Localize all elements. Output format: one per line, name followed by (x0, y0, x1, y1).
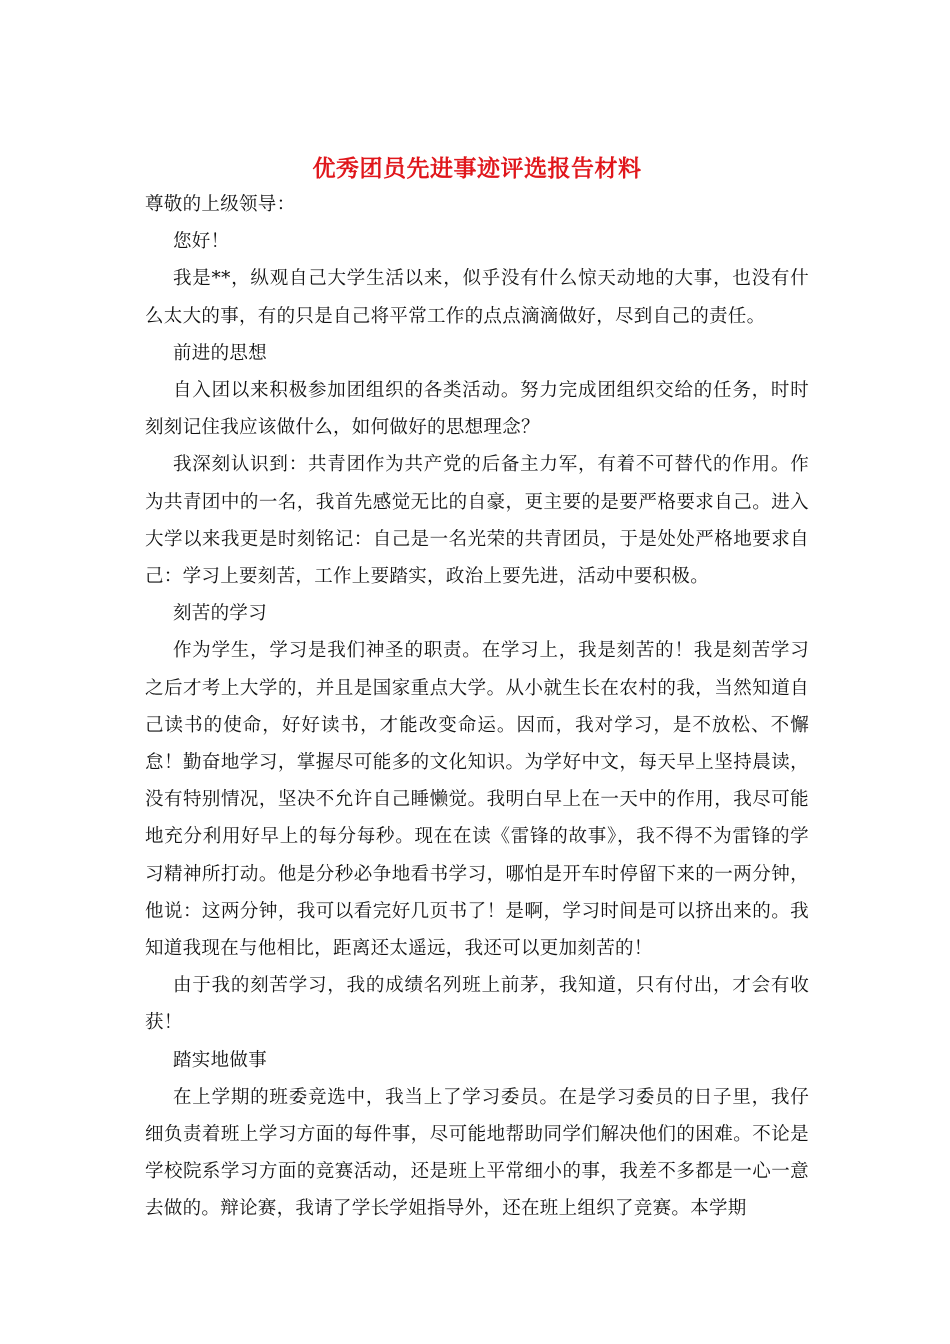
document-body (145, 152, 809, 1228)
intro-paragraph: 我是**，纵观自己大学生活以来，似乎没有什么惊天动地的大事，也没有什么太大的事，有的只是自己将平常工作的点点滴滴做好，尽到自己的责任。 (145, 268, 809, 327)
greeting-paragraph: 您好！ (173, 231, 230, 253)
body-paragraph: 作为学生，学习是我们神圣的职责。在学习上，我是刻苦的！我是刻苦学习之后才考上大学的，并且是国家重点大学。从小就生长在农村的我，当然知道自己读书的使命，好好读书，才能改变命运。因而，我对学习，是不放松、不懈怠！勤奋地学习，掌握尽可能多的文化知识。为学好中文，每天早上坚持晨读，没有特别情况，坚决不允许自己睡懒觉。我明白早上在一天中的作用，我尽可能地充分利用好早上的每分每秒。现在在读《雷锋的故事》，我不得不为雷锋的学习精神所打动。他是分秒必争地看书学习，哪怕是开车时停留下来的一两分钟，他说：这两分钟，我可以看完好几页书了！是啊，学习时间是可以挤出来的。我知道我现在与他相比，距离还太遥远，我还可以更加刻苦的！ (145, 640, 809, 960)
body-paragraph: 由于我的刻苦学习，我的成绩名列班上前茅，我知道，只有付出，才会有收获！ (145, 975, 809, 1034)
body-paragraph: 在上学期的班委竞选中，我当上了学习委员。在是学习委员的日子里，我仔细负责着班上学习方面的每件事，尽可能地帮助同学们解决他们的困难。不论是学校院系学习方面的竞赛活动，还是班上平常细小的事，我差不多都是一心一意去做的。辩论赛，我请了学长学姐指导外，还在班上组织了竞赛。本学期 (145, 1086, 809, 1220)
section-heading-work: 踏实地做事 (173, 1049, 268, 1071)
section-heading-thought: 前进的思想 (173, 342, 268, 364)
body-paragraph: 我深刻认识到：共青团作为共产党的后备主力军，有着不可替代的作用。作为共青团中的一名，我首先感觉无比的自豪，更主要的是要严格要求自己。进入大学以来我更是时刻铭记：自己是一名光荣的共青团员，于是处处严格地要求自己：学习上要刻苦，工作上要踏实，政治上要先进，活动中要积极。 (145, 454, 809, 588)
salutation: 尊敬的上级领导： (145, 194, 296, 215)
section-heading-study: 刻苦的学习 (173, 603, 268, 625)
body-paragraph: 自入团以来积极参加团组织的各类活动。努力完成团组织交给的任务，时时刻刻记住我应该做什么，如何做好的思想理念？ (145, 380, 809, 439)
document-title: 优秀团员先进事迹评选报告材料 (312, 155, 642, 182)
